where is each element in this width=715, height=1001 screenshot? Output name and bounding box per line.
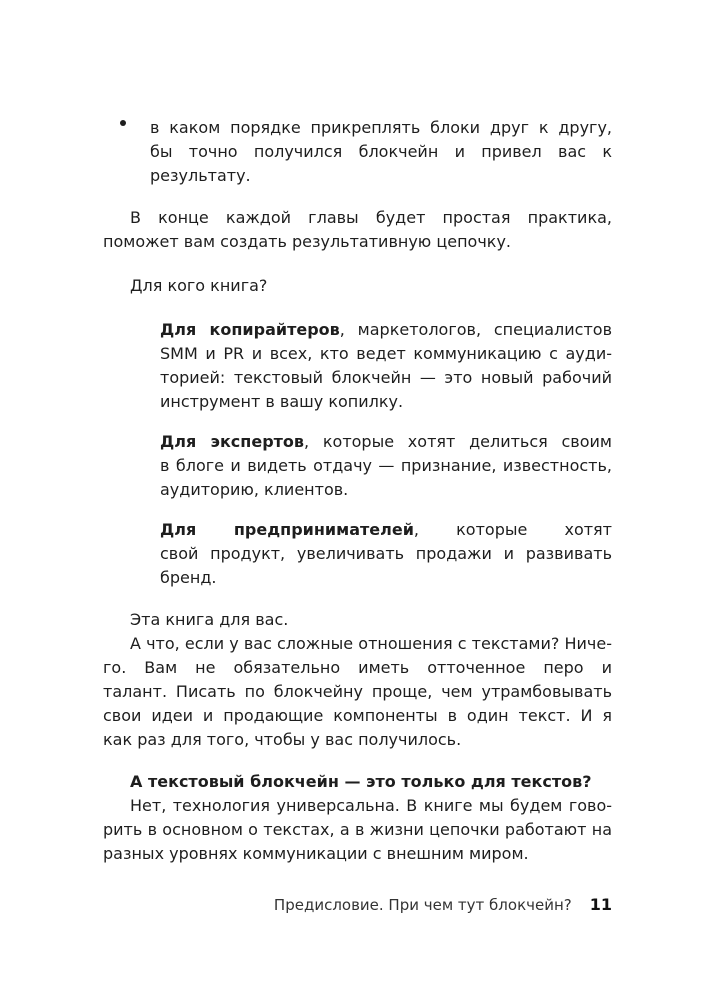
text-line [160, 366, 612, 390]
bold-lead: Для предпринимателей [160, 520, 414, 539]
line-text: талант. Писать по блокчейну проще, чем утрамбовывать [103, 682, 612, 701]
text-line [103, 656, 612, 680]
line-text: Нет, технология универсальна. В книге мы будем гово- [130, 796, 612, 815]
line-text: Для кого книга? [130, 276, 268, 295]
text-line [150, 140, 612, 164]
bold-lead: Для копирайтеров [160, 320, 340, 339]
line-text: рить в основном о текстах, а в жизни цепочки работают на [103, 820, 612, 839]
text-line [130, 770, 592, 794]
bold-lead: Для экспертов [160, 432, 305, 451]
line-text: свои идеи и продающие компоненты в один текст. И я [103, 706, 612, 725]
line-text: А что, если у вас сложные отношения с текстами? Ниче- [130, 634, 612, 653]
text-line [160, 518, 612, 542]
running-title: Предисловие. При чем тут блокчейн? [273, 896, 572, 914]
line-text: Эта книга для вас. [130, 610, 289, 629]
page-number: 11 [589, 895, 612, 914]
page-footer [0, 895, 612, 914]
line-text: в блоге и видеть отдачу — признание, известность, [160, 456, 612, 475]
text-line [150, 164, 251, 188]
bold-lead: А текстовый блокчейн — это только для текстов? [130, 772, 592, 791]
line-text: го. Вам не обязательно иметь отточенное перо и [103, 658, 612, 677]
text-line [160, 542, 612, 566]
text-line [130, 206, 612, 230]
line-text: бы точно получился блокчейн и привел вас к [150, 142, 612, 161]
line-text: В конце каждой главы будет простая практика, [130, 208, 612, 227]
text-line [103, 818, 612, 842]
text-line [103, 704, 612, 728]
text-line [160, 342, 612, 366]
line-text: инструмент в вашу копилку. [160, 392, 404, 411]
text-line [130, 632, 612, 656]
line-text: аудиторию, клиентов. [160, 480, 349, 499]
text-line [160, 478, 348, 502]
bullet-icon [120, 120, 126, 126]
text-line [103, 230, 511, 254]
text-line [160, 390, 403, 414]
text-line [150, 116, 612, 140]
line-text: в каком порядке прикреплять блоки друг к другу, [150, 118, 612, 137]
line-text: , которые хотят [413, 520, 612, 539]
line-text: бренд. [160, 568, 217, 587]
text-line [160, 566, 216, 590]
line-text: разных уровнях коммуникации с внешним миром. [103, 844, 529, 863]
line-text: как раз для того, чтобы у вас получилось. [103, 730, 462, 749]
text-line [130, 608, 288, 632]
text-line [160, 318, 612, 342]
text-line [130, 794, 612, 818]
line-text: свой продукт, увеличивать продажи и развивать [160, 544, 612, 563]
line-text: , которые хотят делиться своим [304, 432, 612, 451]
line-text: торией: текстовый блокчейн — это новый рабочий [160, 368, 612, 387]
text-line [103, 842, 529, 866]
text-line [103, 728, 461, 752]
line-text: поможет вам создать результативную цепочку. [103, 232, 512, 251]
text-line [160, 430, 612, 454]
text-line [160, 454, 612, 478]
line-text: , маркетологов, специалистов [339, 320, 612, 339]
line-text: результату. [150, 166, 251, 185]
line-text: SMM и PR и всех, кто ведет коммуникацию с ауди- [160, 344, 612, 363]
text-line [103, 680, 612, 704]
text-line [130, 274, 267, 298]
